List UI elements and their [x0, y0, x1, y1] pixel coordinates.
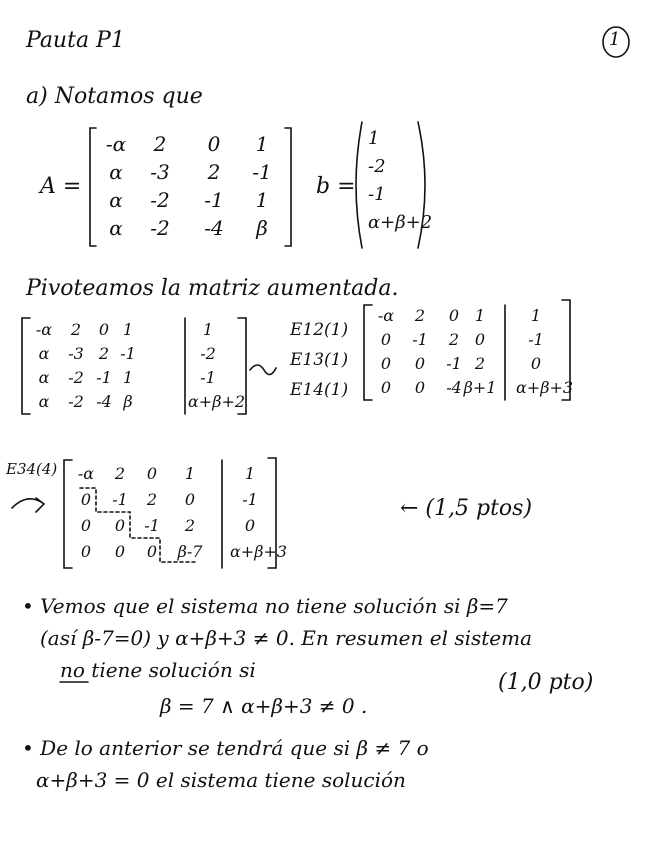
aug1-cell: 2: [70, 320, 82, 339]
aug2-cell: 0: [380, 330, 392, 349]
aug2-cell: 1: [474, 306, 486, 325]
row-operation: E14(1): [290, 380, 349, 400]
aug1-cell: -2: [200, 344, 216, 363]
aug3-cell: 2: [146, 490, 158, 509]
aug2-cell: 0: [414, 378, 426, 397]
aug1-cell: -α: [35, 320, 53, 339]
aug2-cell: α+β+3: [516, 378, 574, 397]
aug3-cell: 1: [184, 464, 196, 483]
aug2-cell: 0: [530, 354, 542, 373]
matA-cell: -1: [252, 160, 272, 184]
matA-cell: β: [256, 216, 268, 240]
aug3-cell: 0: [80, 542, 92, 561]
aug3-cell: 0: [114, 542, 126, 561]
aug2-cell: β+1: [463, 378, 497, 397]
aug1-cell: -1: [200, 368, 216, 387]
aug3-cell: 0: [146, 542, 158, 561]
aug3-cell: 0: [80, 490, 92, 509]
matA-cell: -4: [204, 216, 224, 240]
matA-cell: 2: [153, 132, 167, 156]
arrow-1: [250, 365, 276, 375]
vector-b-left-paren: [356, 122, 362, 248]
aug3-cell: 2: [184, 516, 196, 535]
aug3-cell: -1: [112, 490, 128, 509]
aug3-cell: 0: [244, 516, 256, 535]
part-a-intro: a) Notamos que: [26, 84, 203, 109]
aug1-cell: 1: [122, 320, 134, 339]
aug1-cell: 2: [98, 344, 110, 363]
page-number: 1: [609, 29, 621, 50]
aug1-cell: 1: [202, 320, 214, 339]
matA-cell: -α: [105, 132, 127, 156]
para2-line2: α+β+3 = 0 el sistema tiene solución: [36, 768, 406, 792]
matrix-a-right-bracket: [285, 128, 291, 246]
aug3-cell: 1: [244, 464, 256, 483]
matrix-a-label: A =: [40, 174, 82, 199]
aug3-cell: 0: [146, 464, 158, 483]
aug3-cell: 0: [80, 516, 92, 535]
aug2-cell: 0: [414, 354, 426, 373]
aug2-cell: -4: [446, 378, 462, 397]
aug1-cell: α: [38, 392, 50, 411]
aug3-cell: 2: [114, 464, 126, 483]
aug1-cell: -2: [68, 368, 84, 387]
aug3-cell: 0: [184, 490, 196, 509]
aug1-cell: α: [38, 344, 50, 363]
aug1-cell: 1: [122, 368, 134, 387]
aug1-cell: -3: [68, 344, 84, 363]
vecB-entry: α+β+2: [368, 212, 433, 233]
score-1: ← (1,5 ptos): [400, 496, 533, 521]
page-title: Pauta P1: [26, 28, 125, 53]
aug2-cell: -α: [377, 306, 395, 325]
aug3-cell: -1: [144, 516, 160, 535]
matA-cell: -3: [150, 160, 170, 184]
aug1-cell: -1: [96, 368, 112, 387]
aug3-cell: β-7: [177, 542, 203, 561]
aug3-cell: -α: [77, 464, 95, 483]
aug2-cell: -1: [412, 330, 428, 349]
vecB-entry: 1: [368, 128, 380, 149]
vector-b-label: b =: [316, 174, 356, 199]
aug1-cell: -1: [120, 344, 136, 363]
aug2-cell: -1: [528, 330, 544, 349]
aug1-cell: 0: [98, 320, 110, 339]
matA-cell: -1: [204, 188, 224, 212]
vecB-entry: -1: [368, 184, 386, 205]
aug2-cell: 0: [380, 378, 392, 397]
pivot-text: Pivoteamos la matriz aumentada.: [26, 276, 399, 301]
score-2: (1,0 pto): [498, 670, 594, 695]
aug2-cell: 2: [448, 330, 460, 349]
vecB-entry: -2: [368, 156, 386, 177]
aug2-cell: 0: [474, 330, 486, 349]
aug3-cell: -1: [242, 490, 258, 509]
aug2-cell: 2: [474, 354, 486, 373]
row-operation: E12(1): [290, 320, 349, 340]
matA-cell: α: [109, 160, 123, 184]
aug3-cell: α+β+3: [230, 542, 288, 561]
aug2-cell: 2: [414, 306, 426, 325]
para1-line3: no tiene solución si: [60, 658, 256, 682]
matA-cell: -2: [150, 216, 170, 240]
aug2-cell: -1: [446, 354, 462, 373]
matA-cell: α: [109, 216, 123, 240]
matA-cell: 1: [255, 188, 269, 212]
matA-cell: α: [109, 188, 123, 212]
aug2-cell: 0: [380, 354, 392, 373]
matA-cell: 0: [207, 132, 221, 156]
aug1-cell: -4: [96, 392, 112, 411]
aug1-cell: β: [123, 392, 133, 411]
aug2-cell: 0: [448, 306, 460, 325]
arrow-2: [12, 498, 44, 512]
para1-line2: (así β-7=0) y α+β+3 ≠ 0. En resumen el sistema: [40, 626, 533, 650]
aug1-cell: -2: [68, 392, 84, 411]
para2-line1: • De lo anterior se tendrá que si β ≠ 7 o: [22, 736, 429, 760]
matA-cell: 1: [255, 132, 269, 156]
matA-cell: -2: [150, 188, 170, 212]
aug1-cell: α: [38, 368, 50, 387]
row-operation: E13(1): [290, 350, 349, 370]
row-operation-2: E34(4): [6, 460, 58, 478]
aug3-cell: 0: [114, 516, 126, 535]
aug1-cell: α+β+2: [188, 392, 246, 411]
aug2-cell: 1: [530, 306, 542, 325]
condition: β = 7 ∧ α+β+3 ≠ 0 .: [160, 694, 368, 718]
matA-cell: 2: [207, 160, 221, 184]
para1-line1: • Vemos que el sistema no tiene solución si β=7: [22, 594, 508, 618]
